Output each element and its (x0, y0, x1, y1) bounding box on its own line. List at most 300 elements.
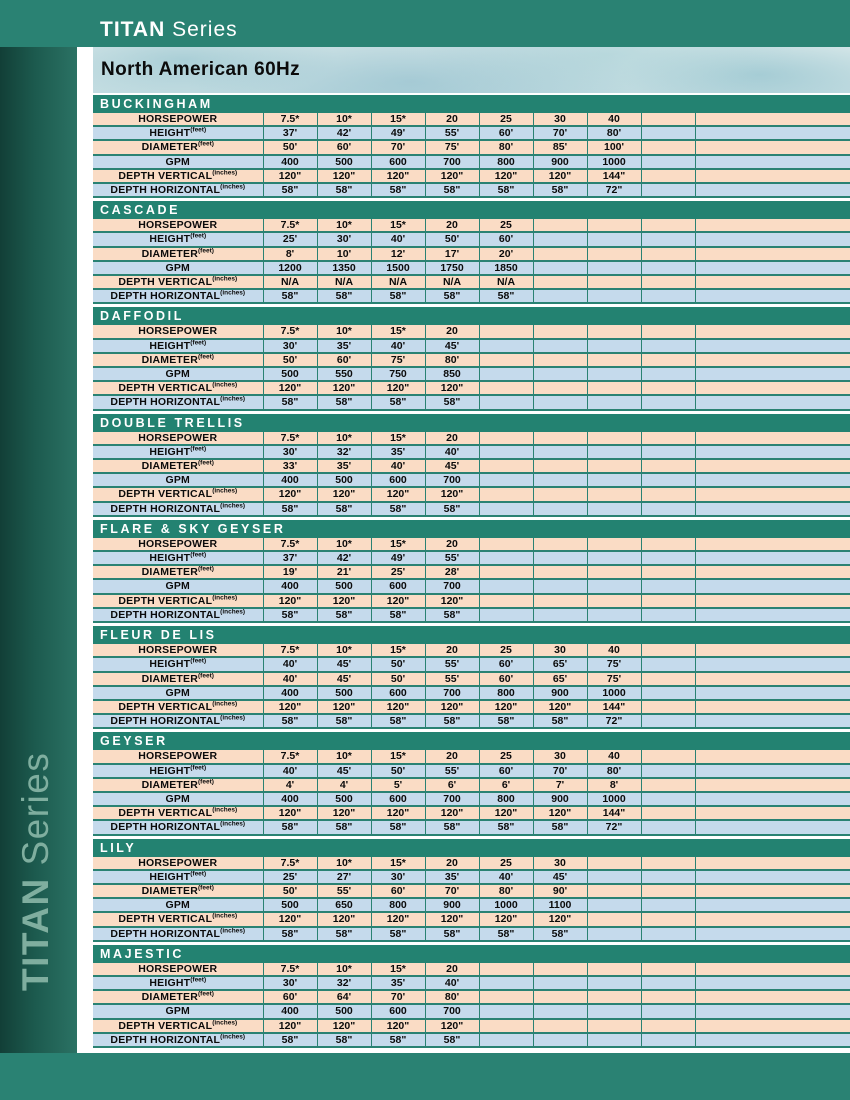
spec-cell (479, 594, 533, 608)
table-title: BUCKINGHAM (93, 95, 850, 113)
table-title: CASCADE (93, 201, 850, 219)
row-label-unit: (inches) (220, 927, 246, 935)
row-label-unit: (inches) (220, 183, 246, 191)
spec-cell: 20 (425, 857, 479, 870)
spec-cell: 120" (317, 381, 371, 395)
spec-cell (587, 608, 641, 622)
spec-cell: 60' (479, 232, 533, 246)
spec-cell (587, 963, 641, 976)
table-row (93, 169, 850, 183)
row-label (93, 750, 263, 763)
spec-cell (533, 487, 587, 501)
spec-cell: 64' (317, 990, 371, 1004)
row-label-unit: (feet) (190, 339, 207, 347)
spec-cell: 30' (263, 445, 317, 459)
spec-cell: 58" (371, 1033, 425, 1047)
spec-cell: 120" (371, 1019, 425, 1033)
spec-cell: 55' (425, 551, 479, 565)
spec-cell (479, 502, 533, 516)
row-label-text: DIAMETER (141, 566, 199, 579)
series-title-light: Series (172, 18, 238, 41)
spec-table-block (93, 414, 850, 517)
spec-table-block (93, 95, 850, 198)
row-label (93, 976, 263, 990)
spec-cell-filler (695, 990, 850, 1004)
spec-cell: 15* (371, 857, 425, 870)
spec-cell (641, 990, 695, 1004)
series-title (100, 18, 238, 42)
spec-cell (479, 551, 533, 565)
spec-cell: 600 (371, 792, 425, 806)
spec-cell: 600 (371, 1004, 425, 1018)
spec-table (93, 857, 850, 942)
spec-cell: 4' (263, 778, 317, 792)
row-label-unit: (feet) (198, 778, 214, 786)
spec-table (93, 432, 850, 517)
row-label (93, 126, 263, 140)
spec-cell (641, 820, 695, 834)
spec-cell: 7' (533, 778, 587, 792)
row-label-text: GPM (165, 1005, 191, 1018)
row-label-text: HEIGHT (149, 233, 191, 246)
row-label-text: DEPTH VERTICAL (118, 807, 213, 820)
row-label-text: DEPTH HORIZONTAL (110, 1033, 221, 1046)
spec-cell: 58" (425, 289, 479, 303)
table-row (93, 473, 850, 487)
spec-cell: 900 (533, 155, 587, 169)
spec-cell (533, 538, 587, 551)
spec-cell-filler (695, 219, 850, 232)
row-label-text: DEPTH VERTICAL (118, 488, 213, 501)
row-label (93, 990, 263, 1004)
spec-cell: 120" (425, 700, 479, 714)
table-row (93, 976, 850, 990)
spec-cell: 40' (371, 459, 425, 473)
spec-cell (533, 502, 587, 516)
spec-cell: 400 (263, 686, 317, 700)
spec-cell: 120" (263, 700, 317, 714)
spec-cell: 500 (263, 898, 317, 912)
table-row (93, 714, 850, 728)
spec-table (93, 750, 850, 835)
spec-cell: 500 (317, 686, 371, 700)
spec-cell: 58" (479, 714, 533, 728)
row-label-unit: (inches) (212, 1019, 238, 1027)
row-label-text: DEPTH VERTICAL (118, 169, 213, 182)
spec-cell (641, 126, 695, 140)
spec-cell: 21' (317, 565, 371, 579)
spec-cell (533, 381, 587, 395)
table-title: FLEUR DE LIS (93, 626, 850, 644)
spec-cell-filler (695, 538, 850, 551)
spec-cell-filler (695, 473, 850, 487)
spec-cell: 800 (479, 686, 533, 700)
spec-cell: 75' (587, 657, 641, 671)
row-label-text: GPM (165, 899, 191, 912)
spec-cell: 120" (425, 912, 479, 926)
row-label-text: DEPTH HORIZONTAL (110, 184, 221, 197)
spec-cell: 800 (371, 898, 425, 912)
spec-cell: 6' (425, 778, 479, 792)
table-row (93, 990, 850, 1004)
spec-cell (533, 432, 587, 445)
table-title: FLARE & SKY GEYSER (93, 520, 850, 538)
spec-cell: 120" (263, 381, 317, 395)
spec-cell: 35' (317, 339, 371, 353)
spec-cell (641, 551, 695, 565)
spec-cell (641, 608, 695, 622)
spec-cell (479, 459, 533, 473)
row-label-text: GPM (165, 686, 191, 699)
spec-cell: 58" (263, 395, 317, 409)
row-label (93, 538, 263, 551)
spec-cell: 55' (425, 657, 479, 671)
spec-cell: 15* (371, 219, 425, 232)
spec-cell: 17' (425, 247, 479, 261)
row-label-unit: (feet) (190, 764, 207, 772)
spec-cell-filler (695, 502, 850, 516)
table-row (93, 367, 850, 381)
spec-cell (533, 473, 587, 487)
spec-cell (641, 445, 695, 459)
spec-cell: 28' (425, 565, 479, 579)
spec-cell: 120" (263, 169, 317, 183)
spec-cell: 30 (533, 857, 587, 870)
row-label-unit: (feet) (190, 445, 207, 453)
row-label-unit: (feet) (190, 126, 207, 134)
spec-cell: 90' (533, 884, 587, 898)
spec-cell: 700 (425, 155, 479, 169)
spec-table (93, 963, 850, 1048)
row-label (93, 608, 263, 622)
spec-cell (641, 219, 695, 232)
spec-cell: 58" (533, 820, 587, 834)
spec-cell: 72" (587, 183, 641, 197)
spec-cell (641, 247, 695, 261)
sidebar-vertical-title (16, 752, 56, 991)
spec-cell: 60' (479, 126, 533, 140)
spec-cell (587, 219, 641, 232)
row-label-text: GPM (165, 368, 191, 381)
spec-cell: 15* (371, 432, 425, 445)
spec-cell: 120" (533, 806, 587, 820)
spec-cell (641, 976, 695, 990)
sidebar-title-bold: TITAN (15, 877, 56, 991)
spec-cell: 120" (479, 700, 533, 714)
spec-cell: 120" (425, 1019, 479, 1033)
spec-cell (533, 579, 587, 593)
row-label-text: HEIGHT (149, 976, 191, 989)
spec-cell: 40' (263, 672, 317, 686)
spec-cell: 65' (533, 657, 587, 671)
row-label-unit: (inches) (212, 275, 238, 283)
row-label-unit: (feet) (190, 976, 207, 984)
spec-cell: 27' (317, 870, 371, 884)
row-label (93, 565, 263, 579)
spec-cell (533, 395, 587, 409)
spec-cell: 58" (317, 183, 371, 197)
row-label (93, 884, 263, 898)
row-label (93, 473, 263, 487)
spec-cell: 49' (371, 126, 425, 140)
row-label (93, 806, 263, 820)
spec-cell (587, 912, 641, 926)
spec-cell: 1200 (263, 261, 317, 275)
spec-cell-filler (695, 672, 850, 686)
row-label (93, 644, 263, 657)
spec-cell: 700 (425, 1004, 479, 1018)
spec-cell: 500 (317, 473, 371, 487)
table-row (93, 657, 850, 671)
table-row (93, 884, 850, 898)
spec-cell-filler (695, 339, 850, 353)
spec-cell-filler (695, 169, 850, 183)
spec-cell: 85' (533, 140, 587, 154)
spec-cell (587, 381, 641, 395)
spec-cell (641, 502, 695, 516)
spec-cell (641, 672, 695, 686)
row-label (93, 857, 263, 870)
spec-cell-filler (695, 806, 850, 820)
spec-cell: 120" (371, 700, 425, 714)
spec-cell (641, 487, 695, 501)
spec-cell: 30' (263, 976, 317, 990)
spec-cell (641, 169, 695, 183)
spec-cell: 25' (263, 870, 317, 884)
spec-cell-filler (695, 870, 850, 884)
spec-table (93, 325, 850, 410)
spec-cell (641, 686, 695, 700)
spec-cell (641, 594, 695, 608)
spec-cell (587, 289, 641, 303)
spec-cell: 75' (587, 672, 641, 686)
row-label (93, 155, 263, 169)
row-label-text: GPM (165, 792, 191, 805)
row-label-text: GPM (165, 580, 191, 593)
table-row (93, 126, 850, 140)
spec-cell: 120" (425, 381, 479, 395)
spec-cell: 35' (317, 459, 371, 473)
table-row (93, 594, 850, 608)
spec-cell: 600 (371, 155, 425, 169)
spec-cell: 120" (371, 912, 425, 926)
region-header-band (93, 47, 850, 93)
row-label (93, 113, 263, 126)
table-row (93, 608, 850, 622)
spec-cell (533, 219, 587, 232)
spec-cell (641, 764, 695, 778)
spec-cell: 55' (425, 126, 479, 140)
spec-cell: 32' (317, 976, 371, 990)
spec-cell: 10* (317, 219, 371, 232)
row-label-unit: (inches) (220, 820, 246, 828)
content-column (93, 47, 850, 1051)
spec-cell: 7.5* (263, 432, 317, 445)
row-label (93, 381, 263, 395)
spec-cell (533, 459, 587, 473)
spec-cell: N/A (317, 275, 371, 289)
spec-cell: 120" (425, 594, 479, 608)
spec-cell: 100' (587, 140, 641, 154)
row-label-text: HEIGHT (149, 658, 191, 671)
row-label (93, 870, 263, 884)
spec-cell: 58" (425, 608, 479, 622)
spec-cell (587, 502, 641, 516)
table-row (93, 502, 850, 516)
row-label-text: HORSEPOWER (138, 856, 218, 869)
spec-cell: 58" (425, 927, 479, 941)
spec-cell-filler (695, 445, 850, 459)
spec-cell: 58" (317, 502, 371, 516)
spec-cell: 72" (587, 714, 641, 728)
row-label-unit: (feet) (198, 990, 214, 998)
spec-cell (533, 976, 587, 990)
spec-cell: 40' (371, 339, 425, 353)
spec-cell (533, 990, 587, 1004)
spec-cell: 10* (317, 963, 371, 976)
spec-cell: 50' (263, 140, 317, 154)
row-label-text: HORSEPOWER (138, 219, 218, 232)
spec-table-block (93, 839, 850, 942)
row-label-unit: (feet) (198, 353, 214, 361)
spec-cell: 700 (425, 579, 479, 593)
spec-cell: 55' (317, 884, 371, 898)
table-row (93, 1019, 850, 1033)
spec-table-block (93, 307, 850, 410)
spec-cell: 900 (425, 898, 479, 912)
row-label-text: HORSEPOWER (138, 431, 218, 444)
spec-cell: 58" (371, 820, 425, 834)
spec-table-block (93, 626, 850, 729)
row-label-unit: (inches) (212, 806, 238, 814)
spec-cell (533, 565, 587, 579)
table-row (93, 579, 850, 593)
row-label-unit: (inches) (212, 169, 238, 177)
table-row (93, 113, 850, 126)
spec-cell-filler (695, 325, 850, 338)
spec-cell (587, 325, 641, 338)
row-label-unit: (feet) (198, 672, 214, 679)
spec-cell: 10* (317, 432, 371, 445)
spec-cell: 120" (533, 912, 587, 926)
spec-cell: 72" (587, 820, 641, 834)
spec-cell: 20 (425, 325, 479, 338)
spec-cell: 58" (533, 927, 587, 941)
row-label-text: HORSEPOWER (138, 113, 218, 125)
spec-cell: 50' (263, 884, 317, 898)
row-label-text: HORSEPOWER (138, 325, 218, 338)
spec-cell: 15* (371, 538, 425, 551)
spec-table (93, 113, 850, 198)
spec-cell: 55' (425, 764, 479, 778)
spec-cell: 49' (371, 551, 425, 565)
row-label-text: DEPTH HORIZONTAL (110, 927, 221, 940)
spec-cell: 25 (479, 644, 533, 657)
table-title: MAJESTIC (93, 945, 850, 963)
spec-cell-filler (695, 126, 850, 140)
spec-cell (479, 1019, 533, 1033)
table-row (93, 912, 850, 926)
row-label (93, 183, 263, 197)
spec-cell: 15* (371, 325, 425, 338)
spec-table (93, 219, 850, 304)
spec-cell (587, 395, 641, 409)
spec-cell: 58" (263, 608, 317, 622)
table-row (93, 963, 850, 976)
spec-cell: 500 (317, 579, 371, 593)
table-row (93, 232, 850, 246)
spec-cell (641, 353, 695, 367)
spec-cell-filler (695, 367, 850, 381)
row-label (93, 459, 263, 473)
row-label (93, 686, 263, 700)
spec-cell: 75' (371, 353, 425, 367)
spec-cell: 700 (425, 686, 479, 700)
row-label-unit: (inches) (220, 714, 246, 722)
spec-cell (641, 750, 695, 763)
spec-cell: 25 (479, 113, 533, 126)
spec-cell: 20' (479, 247, 533, 261)
table-row (93, 183, 850, 197)
table-row (93, 750, 850, 763)
table-row (93, 820, 850, 834)
spec-cell: 60' (479, 657, 533, 671)
spec-cell (587, 353, 641, 367)
spec-cell: 500 (317, 1004, 371, 1018)
spec-cell-filler (695, 140, 850, 154)
spec-cell-filler (695, 1004, 850, 1018)
spec-cell: 58" (317, 927, 371, 941)
spec-cell (479, 487, 533, 501)
spec-cell: 58" (317, 289, 371, 303)
row-label-text: DIAMETER (141, 778, 199, 791)
table-row (93, 353, 850, 367)
spec-cell: 58" (263, 289, 317, 303)
spec-cell: 400 (263, 579, 317, 593)
spec-cell: 45' (425, 339, 479, 353)
spec-cell: 70' (371, 140, 425, 154)
table-title: DOUBLE TRELLIS (93, 414, 850, 432)
spec-cell: 120" (317, 594, 371, 608)
spec-cell: 40' (425, 976, 479, 990)
spec-cell: 500 (317, 155, 371, 169)
row-label (93, 1019, 263, 1033)
spec-cell (641, 898, 695, 912)
row-label (93, 594, 263, 608)
spec-cell (479, 473, 533, 487)
table-title: GEYSER (93, 732, 850, 750)
row-label-text: HEIGHT (149, 445, 191, 458)
spec-cell: 60' (317, 140, 371, 154)
spec-cell (641, 325, 695, 338)
table-row (93, 219, 850, 232)
spec-cell (587, 884, 641, 898)
spec-cell (587, 1033, 641, 1047)
spec-cell: 40 (587, 113, 641, 126)
spec-cell (587, 445, 641, 459)
row-label (93, 395, 263, 409)
table-row (93, 395, 850, 409)
spec-cell: 7.5* (263, 219, 317, 232)
spec-cell: 35' (371, 445, 425, 459)
spec-cell: 50' (263, 353, 317, 367)
spec-cell-filler (695, 275, 850, 289)
spec-cell: 120" (317, 487, 371, 501)
spec-cell (587, 339, 641, 353)
spec-cell (587, 1019, 641, 1033)
spec-cell-filler (695, 820, 850, 834)
spec-cell: 25 (479, 219, 533, 232)
